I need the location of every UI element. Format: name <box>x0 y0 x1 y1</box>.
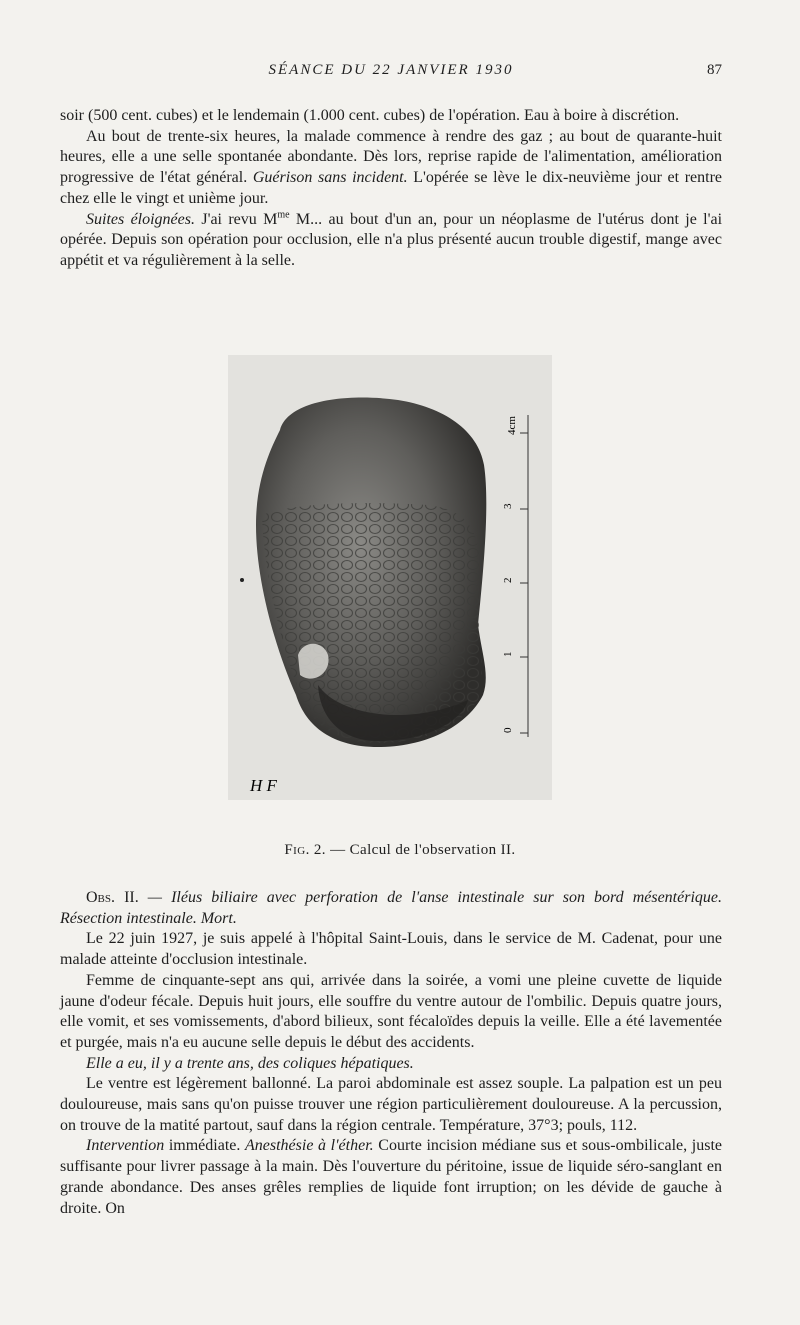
paragraph-text: M... au bout d'un an, pour un néoplasme de l'utérus dont je l'ai opérée. Depuis son opération pour occlusion, elle n'a plus présenté aucun trouble digestif, mange avec appétit et va régulièrement à la selle. <box>60 210 723 269</box>
observation-title <box>60 888 722 929</box>
artist-monogram: H F <box>250 776 277 795</box>
running-head: SÉANCE DU 22 JANVIER 1930 <box>268 62 514 78</box>
caption-text: — Calcul de l'observation II. <box>325 842 516 858</box>
observation-label: Obs. II. <box>86 889 139 906</box>
italic-phrase: Intervention <box>86 1137 165 1155</box>
paragraph-continuation: soir (500 cent. cubes) et le lendemain (1.000 cent. cubes) de l'opération. Eau à boire à discrétion. <box>60 107 680 124</box>
observation-block <box>60 888 722 1219</box>
figure-caption <box>0 842 800 859</box>
paragraph-followup <box>60 210 722 272</box>
running-header <box>60 62 722 84</box>
scale-label-0: 0 <box>502 727 514 733</box>
scale-label-4cm: 4cm <box>506 416 518 435</box>
italic-phrase: Suites éloignées. <box>86 210 195 228</box>
gallstone-illustration <box>228 355 552 800</box>
caption-label: Fig. 2. <box>284 842 326 858</box>
observation-heading: — Iléus biliaire avec perforation de l'anse intestinale sur son bord mésentérique. Résection intestinale. Mort. <box>60 889 723 927</box>
paragraph-text: Courte incision médiane sus et sous-ombilicale, juste suffisante pour livrer passage à la main. Dès l'ouverture du péritoine, issue de liquide séro-sanglant en grande abondance. Des anses grêles remplies de liquide font irruption; on les dévide de gauche à droite. On <box>60 1137 723 1217</box>
paragraph-text: immédiate. <box>164 1137 245 1155</box>
superscript: me <box>277 209 290 221</box>
scale-label-1: 1 <box>502 651 514 657</box>
figure-gallstone-photo <box>228 355 552 800</box>
observation-paragraph: Le ventre est légèrement ballonné. La paroi abdominale est assez souple. La palpation est un peu douloureuse, mais sans qu'on puisse trouver une région particulièrement douloureuse. A la percussion, on trouve de la matité partout, sauf dans la région centrale. Température, 37°3; pouls, 112. <box>60 1075 722 1134</box>
top-text-block <box>60 106 722 272</box>
stone-texture <box>262 503 482 743</box>
scale-label-2: 2 <box>502 577 514 583</box>
observation-paragraph: Le 22 juin 1927, je suis appelé à l'hôpital Saint-Louis, dans le service de M. Cadenat, pour une malade atteinte d'occlusion intestinale. <box>60 930 722 969</box>
paragraph-recovery <box>60 127 722 210</box>
italic-phrase: Anesthésie à l'éther. <box>245 1137 374 1155</box>
paragraph-text: J'ai revu M <box>195 210 278 228</box>
figure-dot <box>240 578 244 582</box>
paragraph-text: L'opérée se lève le dix-neuvième jour et rentre chez elle le vingt et unième jour. <box>60 169 723 207</box>
observation-paragraph-intervention <box>60 1136 722 1219</box>
scale-label-3: 3 <box>502 503 514 509</box>
paragraph-text: Au bout de trente-six heures, la malade commence à rendre des gaz ; au bout de quarante-huit heures, elle a une selle spontanée abondante. Dès lors, reprise rapide de l'alimentation, amélioration progressive de l'état général. <box>60 127 722 187</box>
page-number: 87 <box>707 62 722 78</box>
observation-paragraph-italic: Elle a eu, il y a trente ans, des coliques hépatiques. <box>86 1054 414 1072</box>
italic-phrase: Guérison sans incident. <box>252 169 408 187</box>
observation-paragraph: Femme de cinquante-sept ans qui, arrivée dans la soirée, a vomi une pleine cuvette de liquide jaune d'odeur fécale. Depuis huit jours, elle souffre du ventre autour de l'ombilic. Depuis quatre jours, elle vomit, et ses vomissements, d'abord bilieux, sont fécaloïdes depuis la veille. Elle a été lavementée et purgée, mais n'a eu aucune selle depuis le début des accidents. <box>60 971 722 1051</box>
